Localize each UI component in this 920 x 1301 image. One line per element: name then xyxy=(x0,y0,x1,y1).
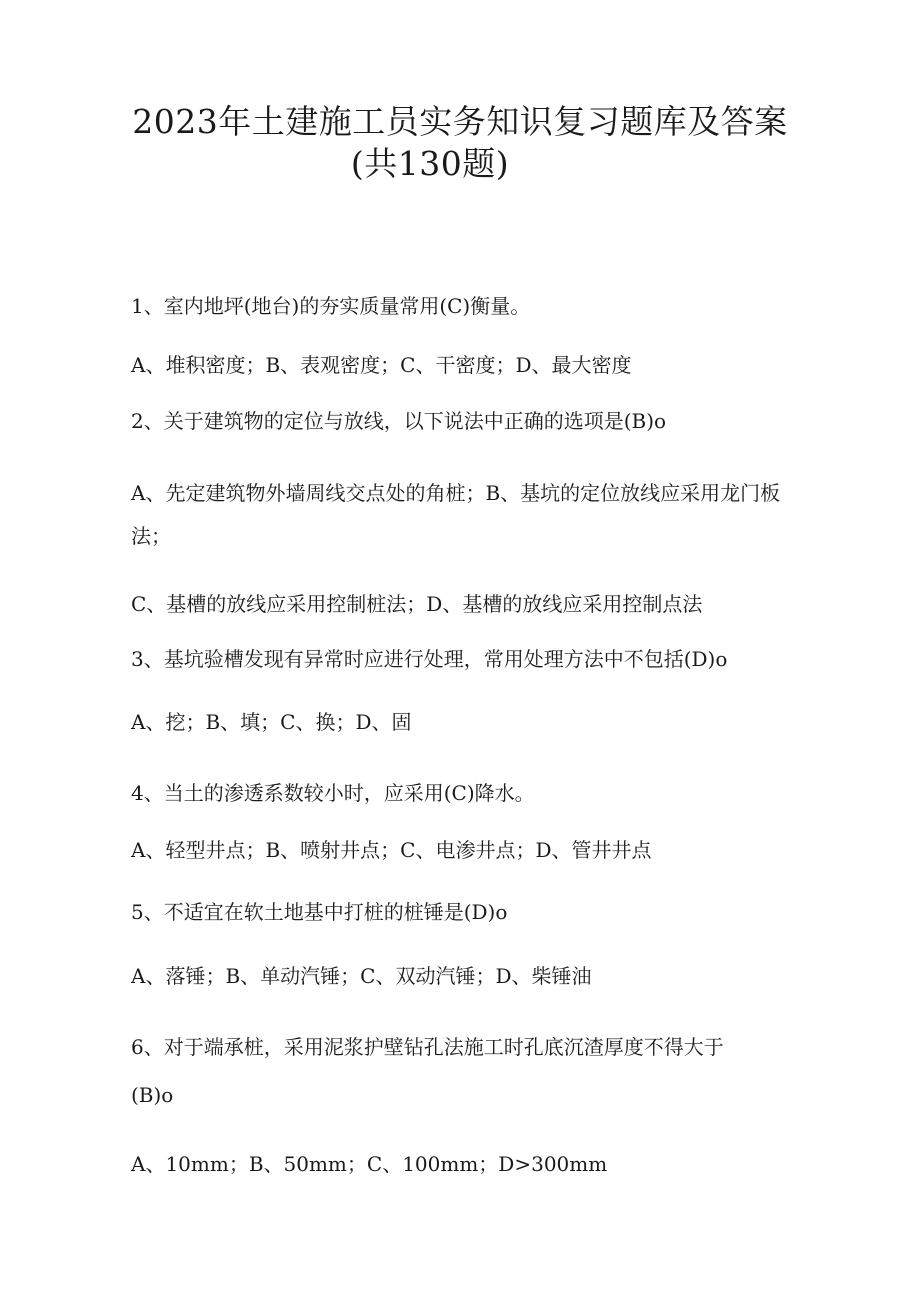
question-3-text: 3、基坑验槽发现有异常时应进行处理，常用处理方法中不包括(D)o xyxy=(131,647,728,671)
question-3-options: A、挖；B、填；C、换；D、固 xyxy=(131,710,412,734)
question-5-options: A、落锤；B、单动汽锤；C、双动汽锤；D、柴锤油 xyxy=(131,964,592,988)
question-1-options: A、堆积密度；B、表观密度；C、干密度；D、最大密度 xyxy=(131,353,632,377)
question-4-text: 4、当土的渗透系数较小时，应采用(C)降水。 xyxy=(131,781,535,805)
question-6-options: A、10mm；B、50mm；C、100mm；D>300mm xyxy=(131,1152,608,1176)
question-2-text: 2、关于建筑物的定位与放线，以下说法中正确的选项是(B)o xyxy=(131,409,667,433)
question-2-options-line2: 法； xyxy=(131,524,171,548)
document-title-line2: (共130题) xyxy=(350,144,510,183)
question-5-text: 5、不适宜在软土地基中打桩的桩锤是(D)o xyxy=(131,900,508,924)
question-2-options-line3: C、基槽的放线应采用控制桩法；D、基槽的放线应采用控制点法 xyxy=(131,592,703,616)
question-4-options: A、轻型井点；B、喷射井点；C、电渗井点；D、管井井点 xyxy=(131,838,652,862)
question-2-options-line1: A、先定建筑物外墙周线交点处的角桩；B、基坑的定位放线应采用龙门板 xyxy=(131,481,781,505)
question-6-text-line1: 6、对于端承桩，采用泥浆护壁钻孔法施工时孔底沉渣厚度不得大于 xyxy=(131,1035,724,1059)
question-1-text: 1、室内地坪(地台)的夯实质量常用(C)衡量。 xyxy=(131,294,531,318)
document-title-line1: 2023年土建施工员实务知识复习题库及答案 xyxy=(132,102,788,141)
question-6-text-line2: (B)o xyxy=(131,1083,174,1107)
